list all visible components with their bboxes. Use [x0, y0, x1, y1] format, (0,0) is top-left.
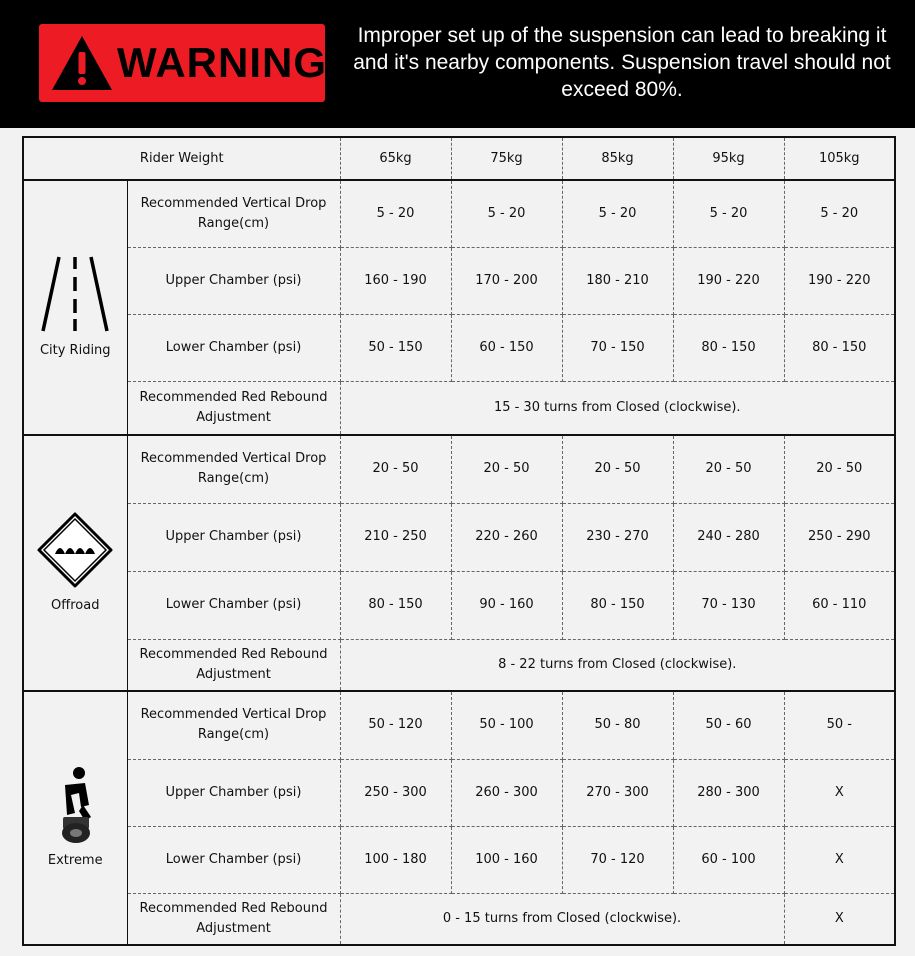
table-cell: 50 - 60 [673, 691, 784, 759]
warning-badge [39, 24, 325, 102]
category-cell [23, 180, 127, 435]
table-cell: 5 - 20 [451, 180, 562, 247]
table-cell: 220 - 260 [451, 503, 562, 571]
table-row [23, 691, 895, 759]
table-cell: 210 - 250 [340, 503, 451, 571]
table-cell: 250 - 300 [340, 759, 451, 826]
weight-header: 65kg [340, 137, 451, 180]
table-cell: 5 - 20 [562, 180, 673, 247]
header-row [23, 137, 895, 180]
rebound-value: 0 - 15 turns from Closed (clockwise). [340, 893, 784, 945]
table-row [23, 247, 895, 314]
table-cell: 20 - 50 [340, 435, 451, 503]
table-cell: 5 - 20 [673, 180, 784, 247]
table-cell: 60 - 150 [451, 314, 562, 381]
table-cell: 270 - 300 [562, 759, 673, 826]
table-cell: 90 - 160 [451, 571, 562, 639]
row-label: Upper Chamber (psi) [127, 503, 340, 571]
table-cell: 230 - 270 [562, 503, 673, 571]
warning-label: WARNING [117, 39, 327, 86]
table-cell: 260 - 300 [451, 759, 562, 826]
table-row [23, 826, 895, 893]
table-cell: 5 - 20 [784, 180, 895, 247]
table-row [23, 893, 895, 945]
table-row [23, 314, 895, 381]
table-cell: 240 - 280 [673, 503, 784, 571]
table-row [23, 180, 895, 247]
weight-header: 95kg [673, 137, 784, 180]
row-label: Lower Chamber (psi) [127, 571, 340, 639]
table-cell: 70 - 120 [562, 826, 673, 893]
category-cell [23, 691, 127, 945]
table-cell: 80 - 150 [784, 314, 895, 381]
table-cell: 20 - 50 [451, 435, 562, 503]
table-cell: 80 - 150 [340, 571, 451, 639]
row-label: Recommended Red Rebound Adjustment [127, 381, 340, 435]
road-icon [35, 255, 115, 335]
table-cell: 80 - 150 [562, 571, 673, 639]
table-cell: 20 - 50 [673, 435, 784, 503]
table-cell: 80 - 150 [673, 314, 784, 381]
category-label: Offroad [51, 598, 100, 613]
row-label: Recommended Vertical Drop Range(cm) [127, 435, 340, 503]
weight-header: 105kg [784, 137, 895, 180]
weight-header: 75kg [451, 137, 562, 180]
table-cell: 60 - 100 [673, 826, 784, 893]
table-row [23, 435, 895, 503]
rebound-value: 8 - 22 turns from Closed (clockwise). [340, 639, 895, 691]
warning-message: Improper set up of the suspension can lead to breaking it and it's nearby components. Suspension travel should not exceed 80%. [353, 24, 891, 101]
table-cell: 190 - 220 [784, 247, 895, 314]
table-cell: 160 - 190 [340, 247, 451, 314]
rebound-value: 15 - 30 turns from Closed (clockwise). [340, 381, 895, 435]
row-label: Lower Chamber (psi) [127, 826, 340, 893]
table-cell: 70 - 130 [673, 571, 784, 639]
category-label: Extreme [47, 853, 103, 868]
table-cell: X [784, 759, 895, 826]
table-cell: 50 - [784, 691, 895, 759]
row-label: Recommended Vertical Drop Range(cm) [127, 180, 340, 247]
table-row [23, 571, 895, 639]
row-label: Recommended Red Rebound Adjustment [127, 893, 340, 945]
table-cell: 100 - 160 [451, 826, 562, 893]
table-cell: 170 - 200 [451, 247, 562, 314]
weight-header: 85kg [562, 137, 673, 180]
table-row [23, 381, 895, 435]
table-cell: 5 - 20 [340, 180, 451, 247]
table-cell: 190 - 220 [673, 247, 784, 314]
table-cell: X [784, 893, 895, 945]
row-label: Upper Chamber (psi) [127, 759, 340, 826]
unicycle-rider-icon [45, 765, 105, 845]
rider-weight-header: Rider Weight [23, 137, 340, 180]
table-row [23, 503, 895, 571]
row-label: Lower Chamber (psi) [127, 314, 340, 381]
row-label: Recommended Vertical Drop Range(cm) [127, 691, 340, 759]
table-cell: 180 - 210 [562, 247, 673, 314]
table-cell: 50 - 150 [340, 314, 451, 381]
table-cell: 50 - 100 [451, 691, 562, 759]
table-cell: 100 - 180 [340, 826, 451, 893]
warning-triangle-icon [49, 32, 115, 94]
table-cell: X [784, 826, 895, 893]
row-label: Upper Chamber (psi) [127, 247, 340, 314]
table-cell: 20 - 50 [562, 435, 673, 503]
suspension-settings-table [22, 136, 894, 948]
table-cell: 20 - 50 [784, 435, 895, 503]
table-row [23, 639, 895, 691]
table-row [23, 759, 895, 826]
category-cell [23, 435, 127, 691]
table-cell: 70 - 150 [562, 314, 673, 381]
table-cell: 50 - 80 [562, 691, 673, 759]
warning-banner [0, 0, 915, 128]
category-label: City Riding [39, 342, 111, 358]
table-cell: 50 - 120 [340, 691, 451, 759]
table-cell: 250 - 290 [784, 503, 895, 571]
bumpy-road-sign-icon [35, 510, 115, 590]
table-cell: 60 - 110 [784, 571, 895, 639]
row-label: Recommended Red Rebound Adjustment [127, 639, 340, 691]
table-cell: 280 - 300 [673, 759, 784, 826]
